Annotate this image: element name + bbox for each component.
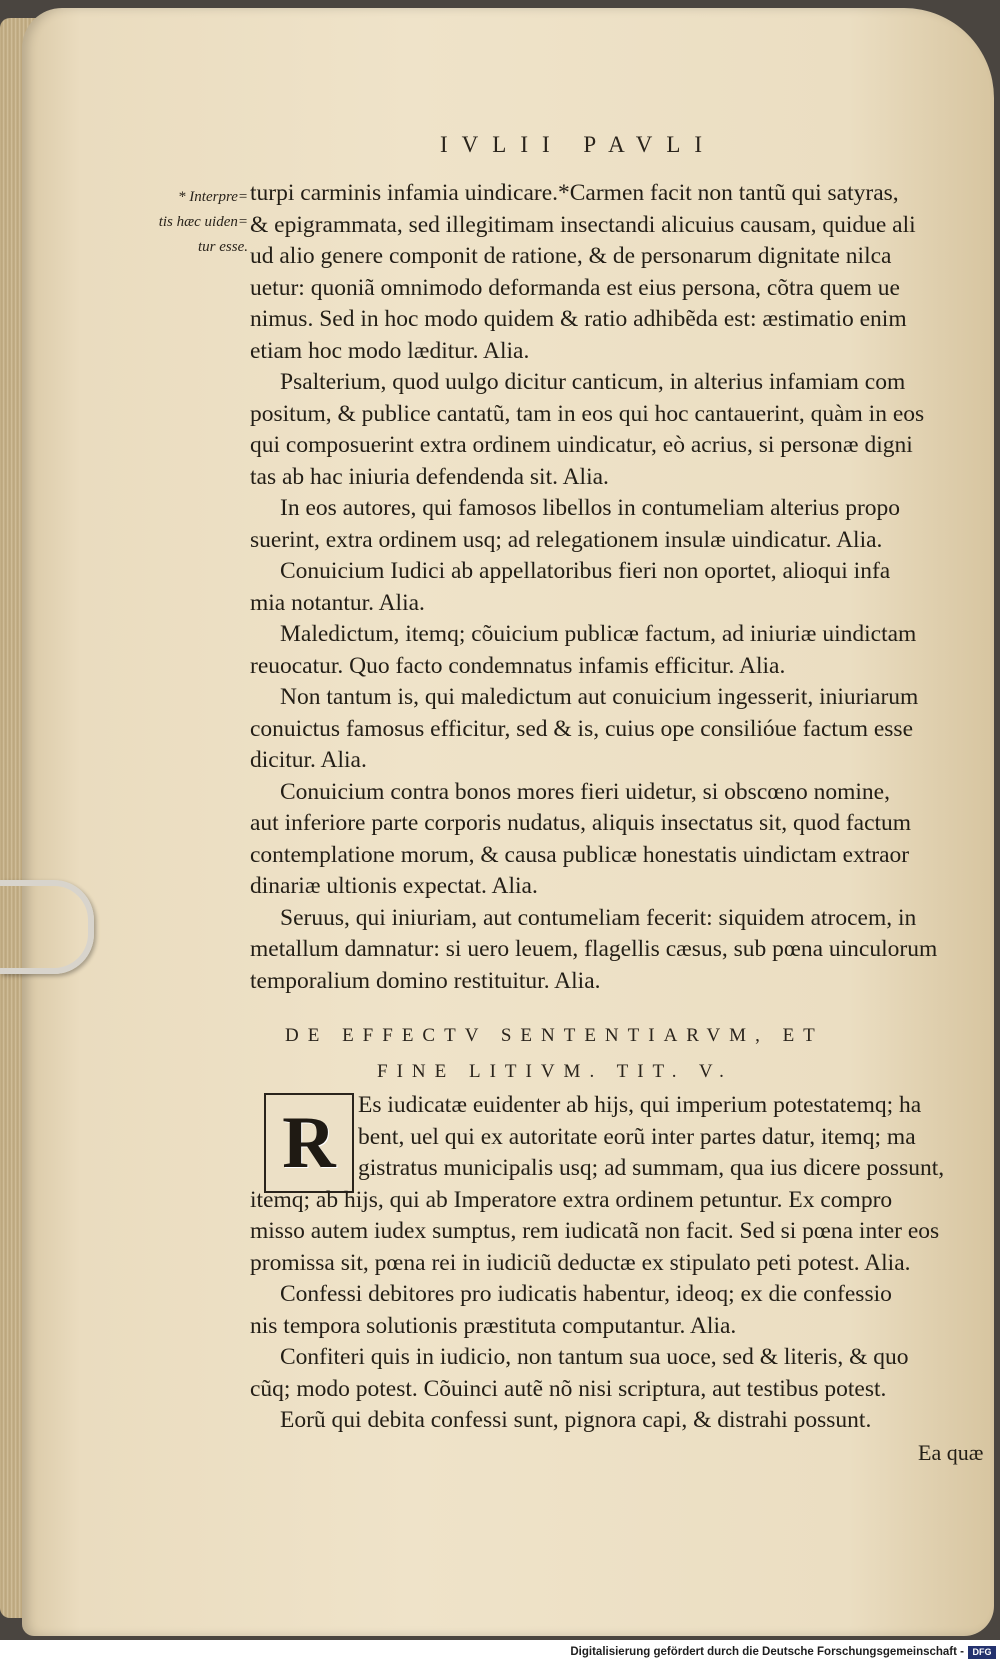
paragraph-conuicium-mores — [250, 777, 950, 903]
text-line: tas ab hac iniuria defendenda sit. Alia. — [250, 463, 609, 490]
section-title — [285, 1018, 945, 1090]
text-line: promissa sit, pœna rei in iudiciũ deductæ ex stipulato peti potest. Alia. — [250, 1249, 911, 1276]
text-line: etiam hoc modo læditur. Alia. — [250, 337, 530, 364]
paragraph-carmen — [250, 178, 950, 367]
text-line: Confessi debitores pro iudicatis habentur, ideoq; ex die confessio — [280, 1281, 892, 1307]
section-title-line: DE EFFECTV SENTENTIARVM, ET — [285, 1025, 824, 1046]
text-line: aut inferiore parte corporis nudatus, aliquis insectatus sit, quod factum — [250, 810, 912, 836]
margin-note-line: tis hæc uiden= — [158, 214, 248, 230]
text-line: Seruus, qui iniuriam, aut contumeliam fecerit: siquidem atrocem, in — [280, 904, 917, 931]
text-line: itemq; ab hijs, qui ab Imperatore extra ordinem petuntur. Ex compro — [250, 1186, 893, 1213]
text-line: metallum damnatur: si uero leuem, flagellis cæsus, sub pœna uinculorum — [250, 936, 938, 962]
dfg-logo-icon: DFG — [968, 1646, 996, 1659]
footer-credit: Digitalisierung gefördert durch die Deutsche Forschungsgemeinschaft - — [570, 1646, 964, 1658]
text-line: Conuicium Iudici ab appellatoribus fieri non oportet, alioqui infa — [280, 558, 891, 584]
text-line: & epigrammata, sed illegitimam insectandi alicuius causam, quidue ali — [250, 211, 916, 238]
paragraph-autores — [250, 493, 950, 556]
footer-bar — [0, 1640, 1000, 1665]
text-line: Conuicium contra bonos mores fieri uidetur, si obscœno nomine, — [280, 778, 890, 805]
paragraph-non-tantum — [250, 682, 950, 777]
paragraph-eorum — [250, 1405, 950, 1437]
text-line: uetur: quoniã omnimodo deformanda est eius persona, cõtra quem ue — [250, 274, 900, 301]
text-line: reuocatur. Quo facto condemnatus infamis efficitur. Alia. — [250, 652, 786, 679]
text-line: dicitur. Alia. — [250, 747, 367, 773]
paper-clip — [0, 880, 94, 974]
text-line: temporalium domino restituitur. Alia. — [250, 967, 601, 994]
text-line: cũq; modo potest. Cõuinci autẽ nõ nisi scriptura, aut testibus potest. — [250, 1375, 887, 1402]
text-line: misso autem iudex sumptus, rem iudicatã non facit. Sed si pœna inter eos — [250, 1218, 940, 1244]
text-line: Es iudicatæ euidenter ab hijs, qui imperium potestatemq; ha — [358, 1092, 922, 1118]
paragraph-seruus — [250, 903, 950, 998]
section-title-line: FINE LITIVM. TIT. V. — [377, 1061, 733, 1082]
margin-note-line: tur esse. — [198, 239, 248, 255]
text-line: positum, & publice cantatũ, tam in eos qui hoc cantauerint, quàm in eos — [250, 400, 925, 427]
text-line: Maledictum, itemq; cõuicium publicæ factum, ad iniuriæ uindictam — [280, 621, 917, 647]
text-line: nimus. Sed in hoc modo quidem & ratio adhibẽda est: æstimatio enim — [250, 306, 907, 332]
margin-note — [130, 185, 248, 260]
text-line: suerint, extra ordinem usq; ad relegationem insulæ uindicatur. Alia. — [250, 526, 883, 553]
text-line: dinariæ ultionis expectat. Alia. — [250, 873, 538, 899]
text-line: mia notantur. Alia. — [250, 589, 425, 616]
section-text-block — [250, 1090, 950, 1437]
text-line: qui composuerint extra ordinem uindicatur, eò acrius, si personæ digni — [250, 432, 913, 458]
paragraph-conuicium-iudici — [250, 556, 950, 619]
text-line: In eos autores, qui famosos libellos in contumeliam alterius propo — [280, 495, 901, 521]
main-text-block — [250, 178, 950, 997]
text-line: Non tantum is, qui maledictum aut conuicium ingesserit, iniuriarum — [280, 684, 919, 710]
paragraph-maledictum — [250, 619, 950, 682]
paragraph-confiteri — [250, 1342, 950, 1405]
paragraph-psalterium — [250, 367, 950, 493]
catchword: Ea quæ — [918, 1440, 984, 1465]
running-head: IVLII PAVLI — [440, 132, 717, 157]
text-line: Confiteri quis in iudicio, non tantum sua uoce, sed & literis, & quo — [280, 1344, 909, 1370]
paragraph-res-iudicatae — [250, 1090, 950, 1279]
text-line: Eorũ qui debita confessi sunt, pignora capi, & distrahi possunt. — [280, 1407, 872, 1433]
margin-note-line: * Interpre= — [178, 189, 248, 205]
text-line: bent, uel qui ex autoritate eorũ inter partes datur, itemq; ma — [358, 1123, 916, 1150]
text-line: nis tempora solutionis præstituta computantur. Alia. — [250, 1312, 737, 1339]
initial-letter: R — [282, 1102, 336, 1184]
text-line: contemplatione morum, & causa publicæ honestatis uindictam extraor — [250, 841, 910, 868]
text-line: ud alio genere componit de ratione, & de personarum dignitate nilca — [250, 243, 892, 269]
text-line: gistratus municipalis usq; ad summam, qua ius dicere possunt, — [358, 1155, 945, 1181]
text-line: conuictus famosus efficitur, sed & is, cuius ope consilióue factum esse — [250, 715, 914, 742]
paragraph-confessi — [250, 1279, 950, 1342]
text-line: Psalterium, quod uulgo dicitur canticum, in alterius infamiam com — [280, 369, 906, 395]
text-line: turpi carminis infamia uindicare.*Carmen facit non tantũ qui satyras, — [250, 180, 899, 206]
